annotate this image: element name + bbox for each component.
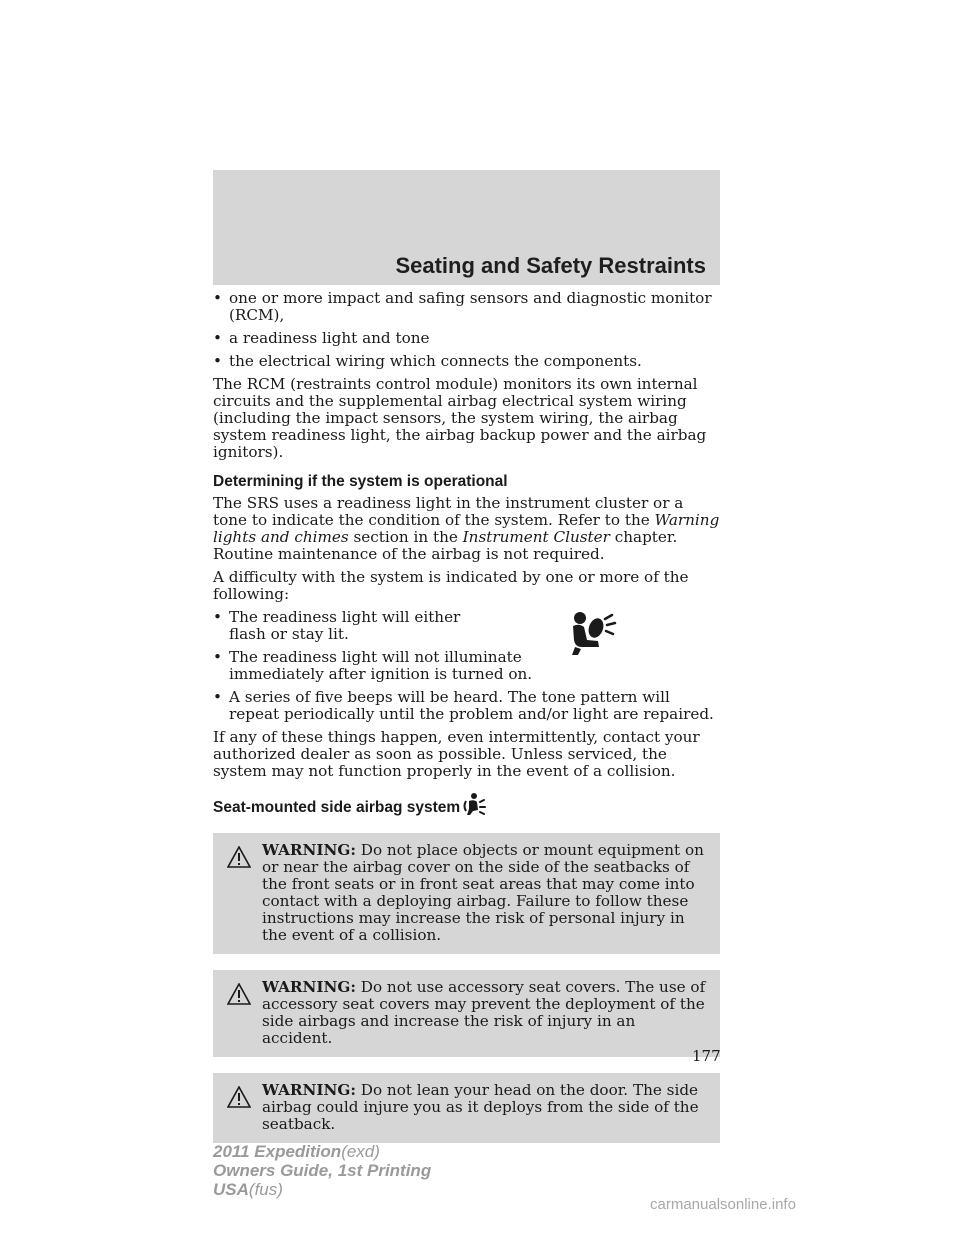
- footer-line: Owners Guide, 1st Printing: [213, 1161, 432, 1180]
- text-span: chapter. Routine maintenance of the airbag is not required.: [213, 528, 678, 563]
- side-airbag-heading: [213, 792, 720, 821]
- warning-label: WARNING:: [262, 978, 356, 996]
- section-title: Seating and Safety Restraints: [395, 253, 706, 278]
- warning-label: WARNING:: [262, 841, 356, 859]
- warning-triangle-icon: [227, 983, 251, 1009]
- warning-label: WARNING:: [262, 1081, 356, 1099]
- list-item: • A series of five beeps will be heard. The tone pattern will repeat periodically until the problem and/or light are repaired.: [213, 689, 720, 723]
- instrument-cluster-link: Instrument Cluster: [462, 528, 610, 546]
- warning-text: [218, 979, 708, 1047]
- rcm-paragraph: The RCM (restraints control module) monitors its own internal circuits and the supplemental airbag electrical system wiring (including the impact sensors, the system wiring, the airbag system readiness light, the airbag backup power and the airbag ignitors).: [213, 375, 707, 461]
- list-item: • the electrical wiring which connects the components.: [213, 353, 720, 370]
- warning-box: [213, 833, 720, 954]
- warning-body: Do not use accessory seat covers. The use of accessory seat covers may prevent the deployment of the side airbags and increase the risk of injury in an accident.: [262, 978, 706, 1047]
- section-header: [213, 170, 720, 285]
- airbag-warning-icon: [565, 611, 617, 659]
- footer-region-code: (fus): [248, 1180, 283, 1199]
- footer-region: USA: [213, 1180, 249, 1199]
- page-number: 177: [692, 1047, 721, 1065]
- page-content: [213, 290, 720, 1159]
- warning-triangle-icon: [227, 846, 251, 872]
- difficulty-list: [213, 609, 720, 723]
- warning-body: Do not place objects or mount equipment on or near the airbag cover on the side of the seatbacks of the front seats or in front seat areas that may come into contact with a deploying airbag. Failure to follow these instructions may increase the risk of personal injury in the event of a collision.: [262, 841, 704, 944]
- text-span: section in the: [348, 528, 463, 546]
- contact-paragraph: If any of these things happen, even intermittently, contact your authorized dealer as soon as possible. Unless serviced, the system may not function properly in the event of a collision.: [213, 728, 700, 780]
- footer-line: [213, 1180, 431, 1199]
- footer-model: 2011 Expedition: [213, 1142, 342, 1161]
- footer-line: [213, 1142, 431, 1161]
- operational-heading: Determining if the system is operational: [213, 473, 508, 490]
- side-airbag-icon: [462, 792, 486, 821]
- list-item: • The readiness light will not illuminate immediately after ignition is turned on.: [213, 649, 559, 683]
- list-item: • a readiness light and tone: [213, 330, 720, 347]
- warning-text: [218, 1082, 708, 1133]
- warning-box: [213, 1073, 720, 1143]
- warning-triangle-icon: [227, 1086, 251, 1112]
- operational-paragraph: [213, 495, 720, 563]
- warning-box: [213, 970, 720, 1057]
- warning-lights-link: Warning lights and chimes: [213, 511, 720, 546]
- list-item: • one or more impact and safing sensors and diagnostic monitor (RCM),: [213, 290, 720, 324]
- watermark: carmanualsonline.info: [650, 1196, 796, 1213]
- difficulty-paragraph: A difficulty with the system is indicated by one or more of the following:: [213, 568, 689, 603]
- text-span: The SRS uses a readiness light in the instrument cluster or a tone to indicate the condition of the system. Refer to the: [213, 494, 684, 529]
- warning-body: Do not lean your head on the door. The side airbag could injure you as it deploys from the side of the seatback.: [262, 1081, 699, 1133]
- list-item: • The readiness light will either flash or stay lit.: [213, 609, 489, 643]
- warning-text: [218, 842, 708, 944]
- heading-text: Seat-mounted side airbag system: [213, 799, 461, 816]
- footer-code: (exd): [341, 1142, 380, 1161]
- document-footer: [213, 1142, 796, 1213]
